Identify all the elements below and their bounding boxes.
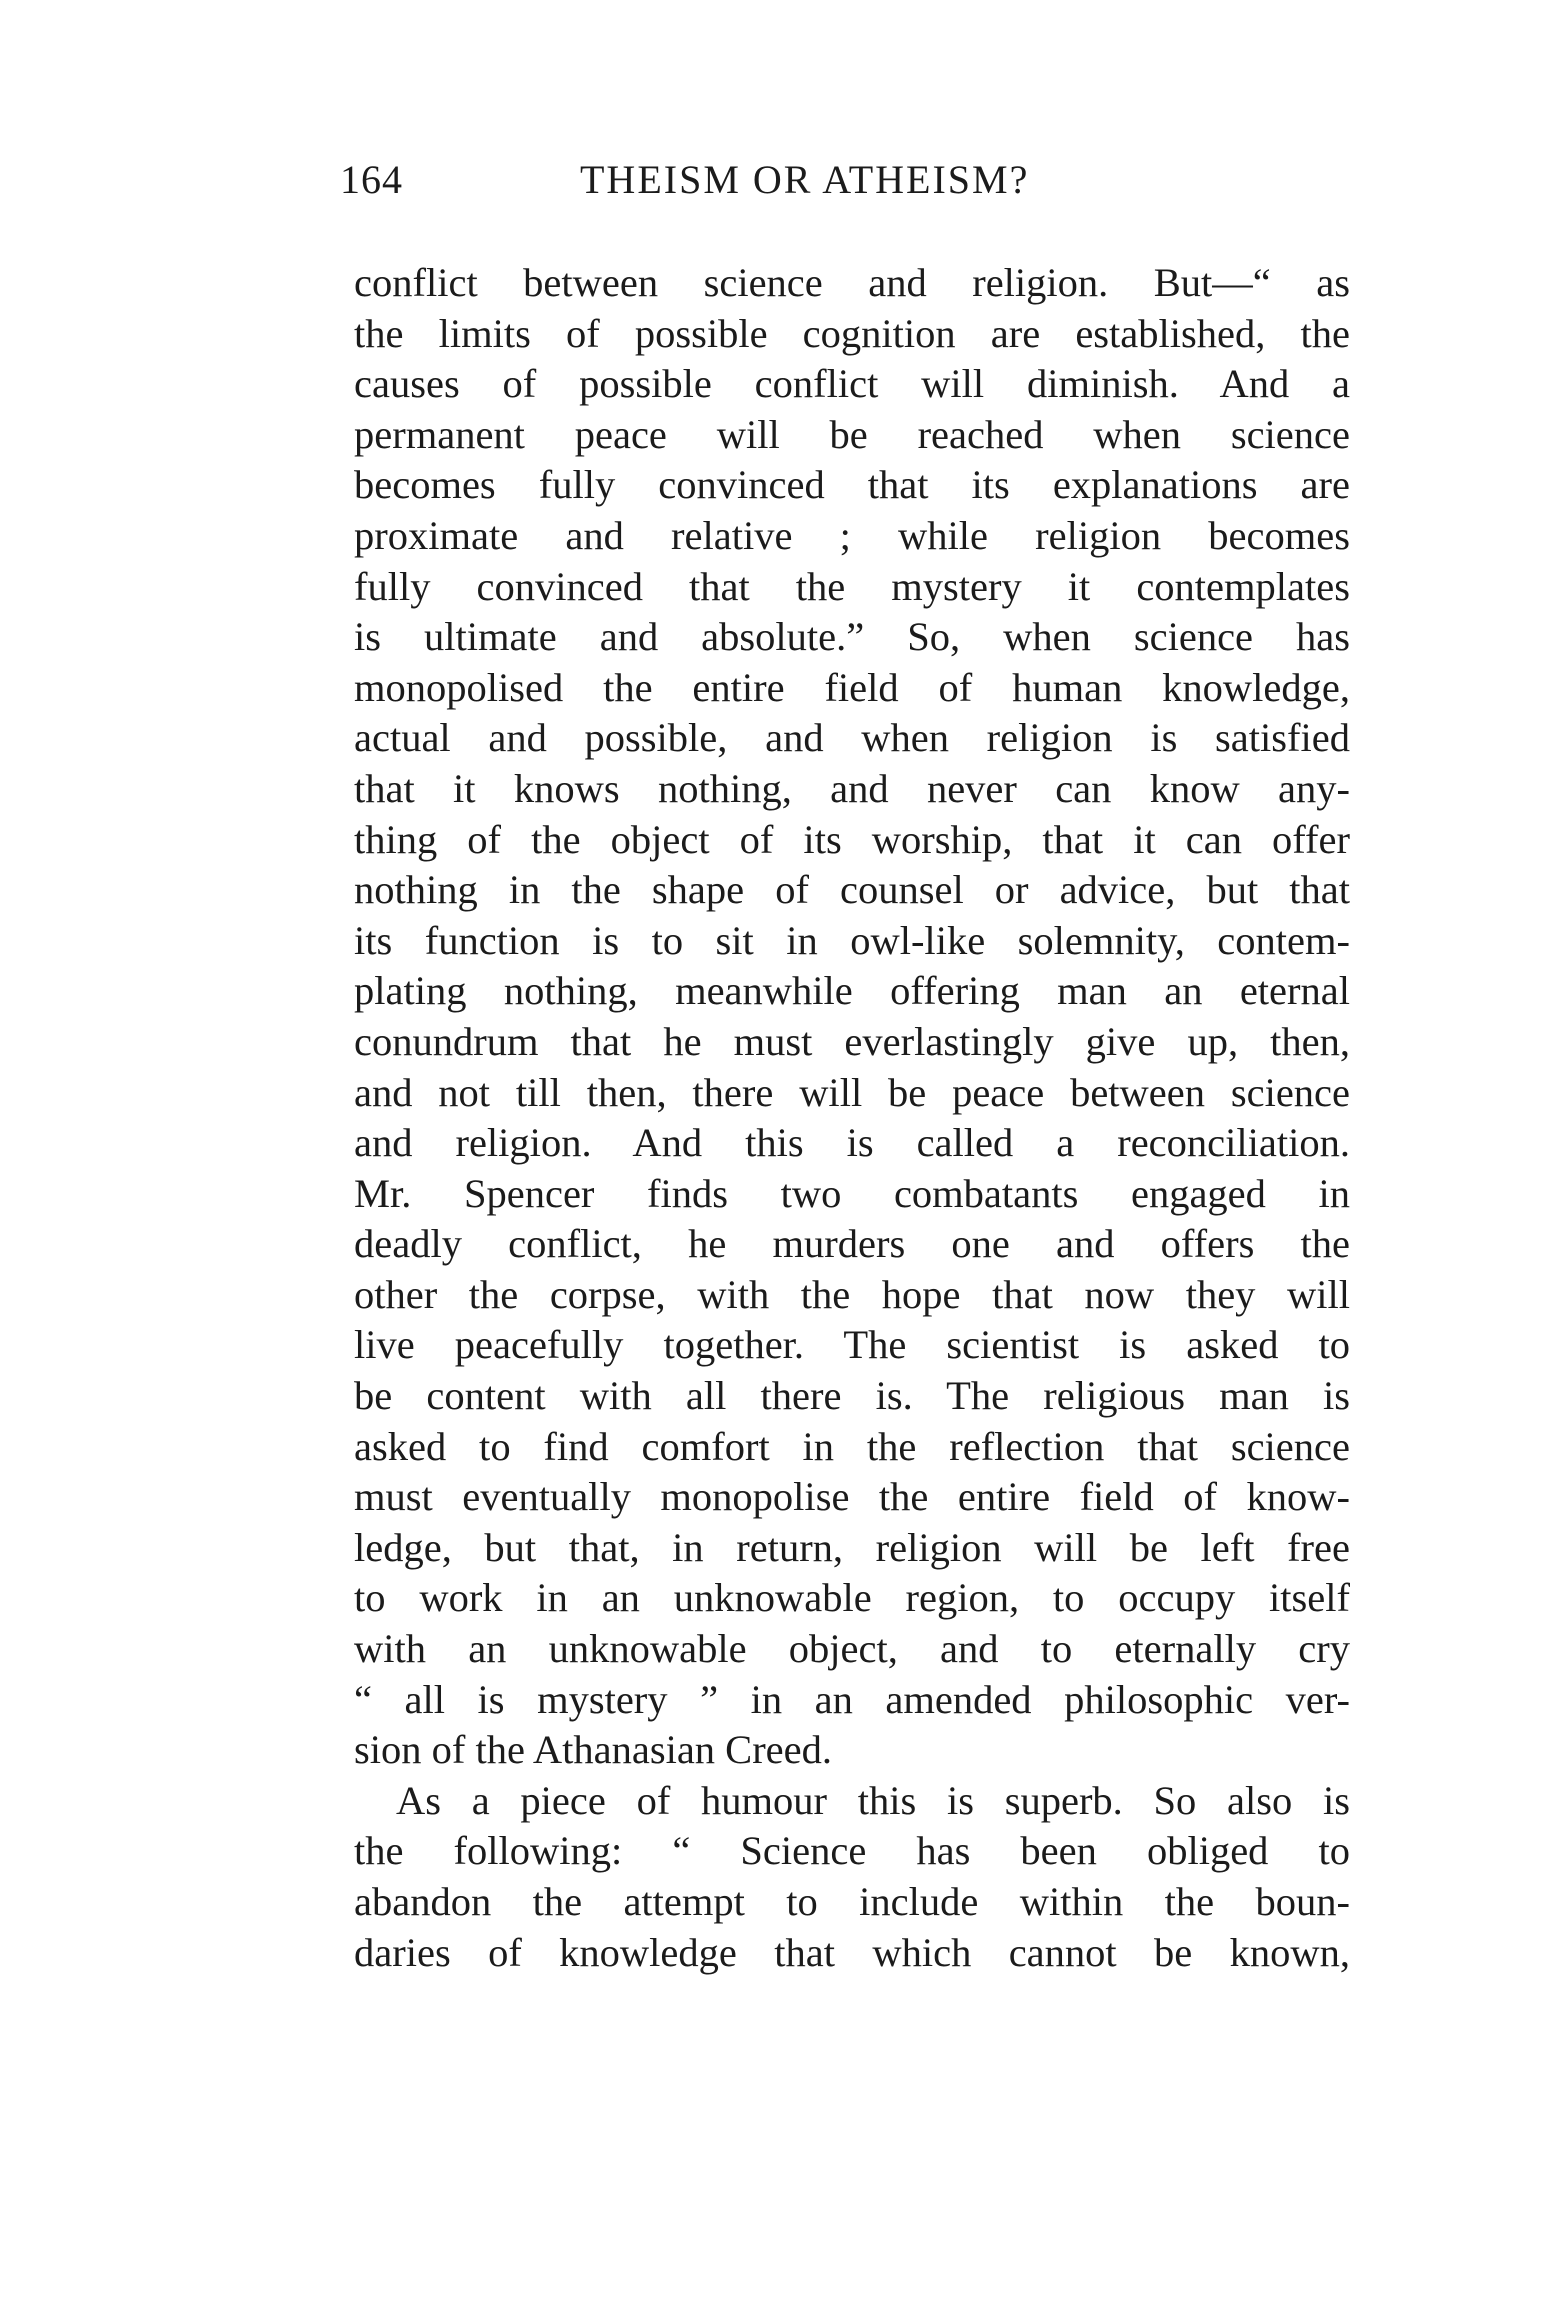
text-line: fully convinced that the mystery it contemplates bbox=[354, 563, 1350, 609]
text-line: actual and possible, and when religion is satisfied bbox=[354, 715, 1350, 761]
text-line: abandon the attempt to include within the boun- bbox=[354, 1879, 1350, 1924]
text-line: the limits of possible cognition are established, the bbox=[354, 310, 1350, 356]
text-line: other the corpse, with the hope that now they will bbox=[354, 1271, 1350, 1317]
text-line: plating nothing, meanwhile offering man an eternal bbox=[354, 968, 1350, 1014]
text-line: “ all is mystery ” in an amended philosophic ver- bbox=[354, 1676, 1350, 1722]
text-line: As a piece of humour this is superb. So also is bbox=[396, 1777, 1350, 1823]
text-line: deadly conflict, he murders one and offers the bbox=[354, 1221, 1350, 1267]
text-line: thing of the object of its worship, that it can offer bbox=[354, 816, 1350, 862]
page-number: 164 bbox=[340, 157, 403, 202]
text-line: causes of possible conflict will diminish. And a bbox=[354, 361, 1350, 407]
text-line: monopolised the entire field of human knowledge, bbox=[354, 664, 1350, 710]
text-line: that it knows nothing, and never can know any- bbox=[354, 765, 1350, 811]
text-line: live peacefully together. The scientist is asked to bbox=[354, 1322, 1350, 1368]
running-title: THEISM OR ATHEISM? bbox=[580, 157, 1030, 202]
text-line: conflict between science and religion. But—“ as bbox=[354, 260, 1350, 305]
text-line: Mr. Spencer finds two combatants engaged in bbox=[354, 1170, 1350, 1216]
text-line: its function is to sit in owl-like solemnity, contem- bbox=[354, 917, 1350, 963]
text-line: nothing in the shape of counsel or advice, but that bbox=[354, 867, 1350, 913]
text-line: with an unknowable object, and to eternally cry bbox=[354, 1626, 1350, 1672]
text-line: be content with all there is. The religious man is bbox=[354, 1373, 1350, 1419]
paragraph-2 bbox=[354, 1776, 1350, 1978]
running-head bbox=[340, 150, 1340, 210]
body-text bbox=[354, 258, 1350, 1978]
text-line: proximate and relative ; while religion becomes bbox=[354, 512, 1350, 558]
text-line: is ultimate and absolute.” So, when science has bbox=[354, 614, 1350, 660]
text-line: to work in an unknowable region, to occupy itself bbox=[354, 1575, 1350, 1621]
text-line: sion of the Athanasian Creed. bbox=[354, 1727, 833, 1773]
paragraph-1 bbox=[354, 258, 1350, 1776]
text-line: permanent peace will be reached when science bbox=[354, 411, 1350, 457]
text-line: the following: “ Science has been obliged to bbox=[354, 1828, 1350, 1874]
text-line: and not till then, there will be peace between science bbox=[354, 1069, 1350, 1115]
text-line: daries of knowledge that which cannot be known, bbox=[354, 1929, 1350, 1975]
text-line: must eventually monopolise the entire field of know- bbox=[354, 1474, 1350, 1520]
text-line: becomes fully convinced that its explanations are bbox=[354, 462, 1350, 508]
text-line: asked to find comfort in the reflection that science bbox=[354, 1423, 1350, 1469]
text-line: conundrum that he must everlastingly give up, then, bbox=[354, 1018, 1350, 1064]
text-line: and religion. And this is called a reconciliation. bbox=[354, 1120, 1350, 1166]
text-line: ledge, but that, in return, religion will be left free bbox=[354, 1524, 1350, 1570]
